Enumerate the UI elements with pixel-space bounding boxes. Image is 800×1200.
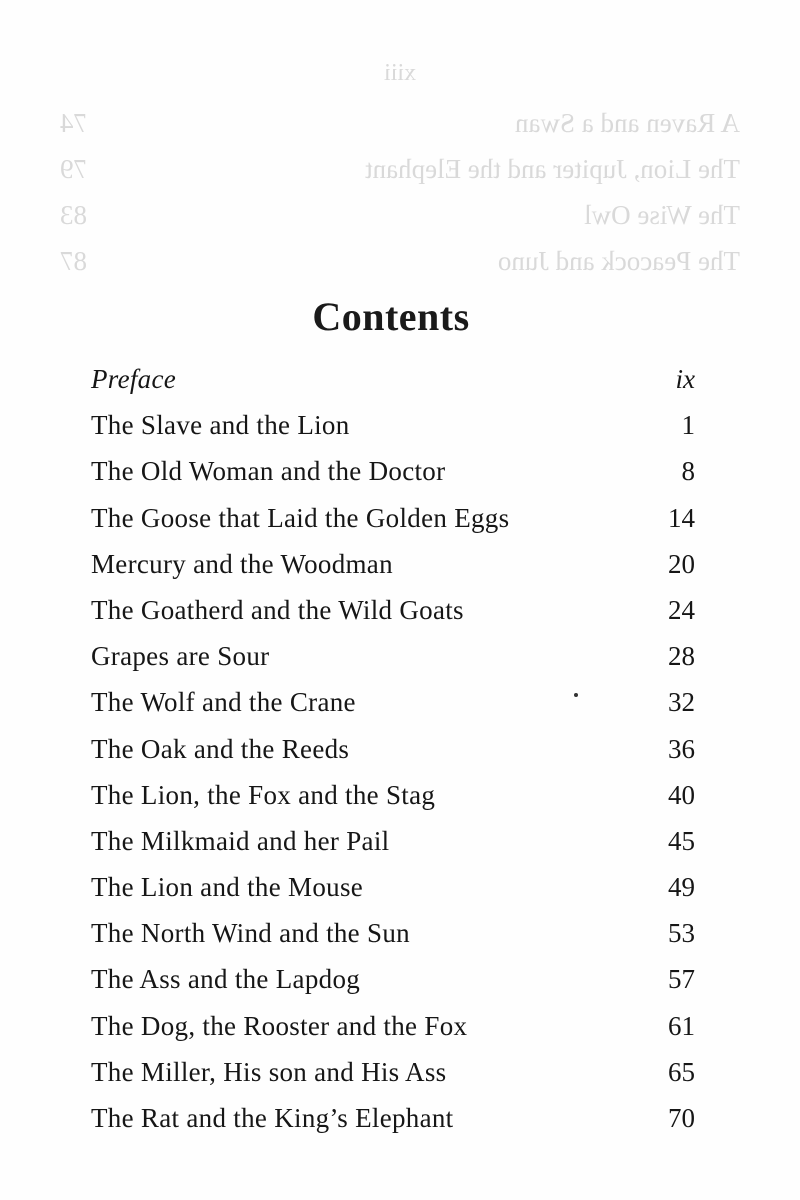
bleed-through-row xyxy=(60,146,740,192)
bleed-through-title: The Wise Owl xyxy=(584,200,740,230)
toc-entry-page: 70 xyxy=(668,1103,695,1133)
bleed-through-row xyxy=(60,100,740,146)
toc-entry-page: 1 xyxy=(681,410,695,441)
toc-entry-preface[interactable] xyxy=(91,356,695,402)
toc-entry[interactable] xyxy=(91,541,695,587)
toc-entry-page: 36 xyxy=(668,733,695,764)
bleed-through-title: The Peacock and Juno xyxy=(497,246,740,276)
toc-entry[interactable] xyxy=(91,633,695,679)
toc-entry-page: 61 xyxy=(668,1010,695,1041)
bleed-through-page: 74 xyxy=(60,108,87,138)
toc-entry[interactable] xyxy=(91,402,695,448)
toc-entry-title: The Milkmaid and her Pail xyxy=(91,825,390,856)
toc-entry-title: The Oak and the Reeds xyxy=(91,733,350,764)
toc-entry-page: 45 xyxy=(668,825,695,856)
toc-entry-page: 40 xyxy=(668,779,695,810)
toc-entry-title: The Ass and the Lapdog xyxy=(91,964,361,995)
bleed-through-page: 83 xyxy=(60,200,87,230)
toc-entry-page: 28 xyxy=(668,641,695,672)
toc-entry-title: The Rat and the King’s Elephant xyxy=(91,1103,454,1133)
toc-entry[interactable] xyxy=(91,910,695,956)
toc-entry[interactable] xyxy=(91,818,695,864)
bleed-through-page: 87 xyxy=(60,246,87,276)
bleed-through-page: 79 xyxy=(60,154,87,184)
toc-entry-title: The Slave and the Lion xyxy=(91,410,350,441)
bleed-through-row xyxy=(60,238,740,284)
toc-entry-page: 24 xyxy=(668,594,695,625)
toc-entry-page: ix xyxy=(675,364,695,394)
toc-entry-title: The Old Woman and the Doctor xyxy=(91,456,446,487)
toc-entry-title: Preface xyxy=(91,364,177,394)
toc-entry[interactable] xyxy=(91,1049,695,1095)
toc-entry-page: 20 xyxy=(668,548,695,579)
bleed-through-text xyxy=(60,50,740,284)
bleed-through-heading: xiii xyxy=(384,60,417,86)
toc-entry-page: 8 xyxy=(681,456,695,487)
toc-entry[interactable] xyxy=(91,1003,695,1049)
toc-entry-title: The Wolf and the Crane xyxy=(91,687,356,718)
toc-entry-page: 65 xyxy=(668,1056,695,1087)
toc-entry[interactable] xyxy=(91,587,695,633)
bleed-through-row xyxy=(60,192,740,238)
toc-entry-title: The Goatherd and the Wild Goats xyxy=(91,594,464,625)
toc-entry-page: 57 xyxy=(668,964,695,995)
toc-entry-title: The North Wind and the Sun xyxy=(91,918,410,949)
toc-entry[interactable] xyxy=(91,726,695,772)
toc-entry-title: The Dog, the Rooster and the Fox xyxy=(91,1010,468,1041)
page-title: Contents xyxy=(312,293,470,339)
ink-speck xyxy=(574,693,578,697)
toc-entry[interactable] xyxy=(91,448,695,494)
toc-entry-page: 53 xyxy=(668,918,695,949)
toc-entry-title: The Miller, His son and His Ass xyxy=(91,1056,447,1087)
bleed-through-title: A Raven and a Swan xyxy=(515,108,740,138)
toc-entry[interactable] xyxy=(91,864,695,910)
toc-entry-page: 49 xyxy=(668,872,695,903)
toc-entry-page: 14 xyxy=(668,502,695,533)
toc-entry[interactable] xyxy=(91,1095,695,1141)
toc-entry-title: The Goose that Laid the Golden Eggs xyxy=(91,502,510,533)
bleed-through-title: The Lion, Jupiter and the Elephant xyxy=(365,154,740,184)
toc-entry-title: The Lion, the Fox and the Stag xyxy=(91,779,436,810)
toc-entry[interactable] xyxy=(91,772,695,818)
toc-entry-title: Mercury and the Woodman xyxy=(91,548,393,579)
toc-entry-page: 32 xyxy=(668,687,695,718)
toc-entry[interactable] xyxy=(91,495,695,541)
toc-entry[interactable] xyxy=(91,679,695,725)
table-of-contents xyxy=(91,356,695,1141)
toc-entry[interactable] xyxy=(91,956,695,1002)
toc-entry-title: Grapes are Sour xyxy=(91,641,270,672)
toc-entry-title: The Lion and the Mouse xyxy=(91,872,364,903)
